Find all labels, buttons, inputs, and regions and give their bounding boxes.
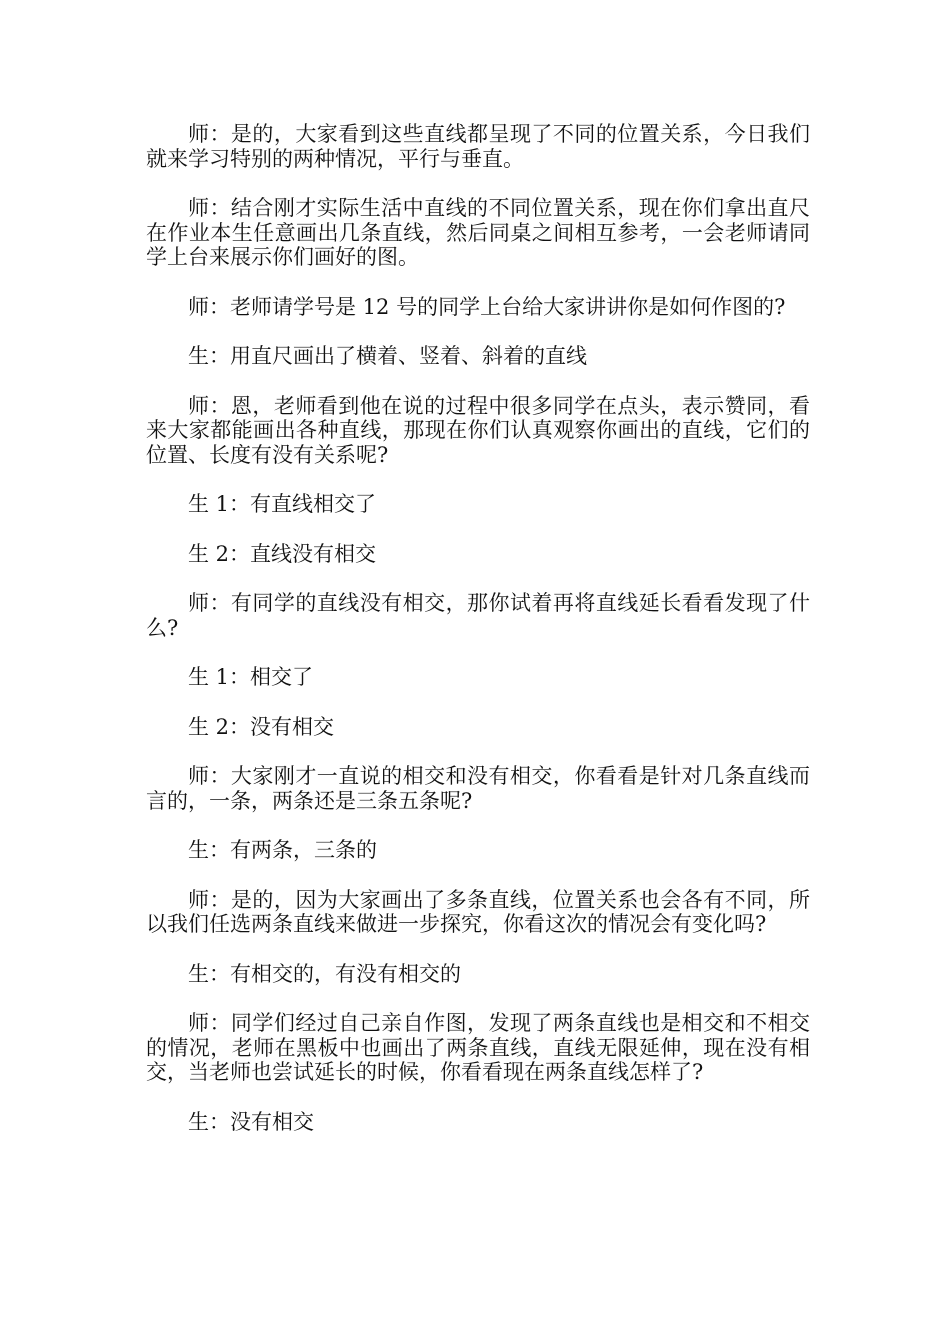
paragraph-student: 生 1：有直线相交了: [188, 492, 377, 516]
paragraph-teacher: 师：结合刚才实际生活中直线的不同位置关系，现在你们拿出直尺在作业本生任意画出几条直线，然后同桌之间相互参考，一会老师请同学上台来展示你们画好的图。: [146, 196, 810, 269]
paragraph-teacher: 师：大家刚才一直说的相交和没有相交，你看看是针对几条直线而言的，一条，两条还是三条五条呢?: [146, 764, 810, 813]
paragraph-student: 生 2：直线没有相交: [188, 541, 377, 566]
paragraph-student: 生：用直尺画出了横着、竖着、斜着的直线: [188, 344, 587, 368]
paragraph-student: 生 2：没有相交: [188, 714, 335, 739]
paragraph-student: 生：有两条，三条的: [188, 838, 377, 862]
paragraph-student: 生：有相交的，有没有相交的: [188, 961, 461, 986]
paragraph-teacher: 师：是的，因为大家画出了多条直线，位置关系也会各有不同，所以我们任选两条直线来做进一步探究，你看这次的情况会有变化吗?: [146, 887, 810, 936]
paragraph-teacher: 师：同学们经过自己亲自作图，发现了两条直线也是相交和不相交的情况，老师在黑板中也画出了两条直线，直线无限延伸，现在没有相交，当老师也尝试延长的时候，你看看现在两条直线怎样了?: [146, 1011, 810, 1084]
paragraph-teacher: 师：有同学的直线没有相交，那你试着再将直线延长看看发现了什么?: [146, 591, 810, 640]
paragraph-student: 生 1：相交了: [188, 665, 314, 689]
paragraph-teacher: 师：老师请学号是 12 号的同学上台给大家讲讲你是如何作图的?: [188, 294, 786, 319]
document-body: [146, 122, 810, 1159]
paragraph-teacher: 师：是的，大家看到这些直线都呈现了不同的位置关系，今日我们就来学习特别的两种情况，平行与垂直。: [146, 122, 810, 171]
paragraph-student: 生：没有相交: [188, 1109, 314, 1134]
paragraph-teacher: 师：恩，老师看到他在说的过程中很多同学在点头，表示赞同，看来大家都能画出各种直线，那现在你们认真观察你画出的直线，它们的位置、长度有没有关系呢?: [146, 393, 810, 467]
